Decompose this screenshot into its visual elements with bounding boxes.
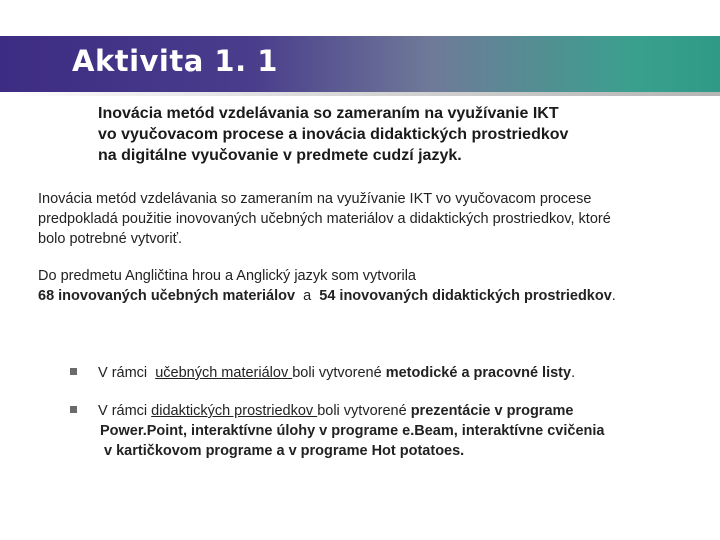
paragraph-line: predpokladá použitie inovovaných učebných materiálov a didaktických prostriedkov, ktoré (38, 211, 611, 227)
summary-counts-line (38, 286, 708, 306)
bullet-prefix: V rámci (98, 403, 152, 419)
bullet-bold: prezentácie v programe (410, 403, 574, 419)
summary-paragraph (38, 266, 708, 306)
summary-line: Do predmetu Angličtina hrou a Anglický jazyk som vytvorila (38, 268, 416, 284)
slide-title: Aktivita 1. 1 (72, 44, 278, 78)
bullet-square-icon (70, 368, 77, 375)
bullet-line (70, 363, 690, 383)
underlined-term: didaktických prostriedkov (151, 403, 318, 419)
bullet-line (70, 401, 690, 421)
underlined-term: učebných materiálov (155, 365, 293, 381)
bullet-middle: boli vytvorené (292, 365, 386, 381)
bullet-item-materials (70, 363, 690, 383)
subtitle-line: na digitálne vyučovanie v predmete cudzí jazyk. (98, 147, 462, 164)
bullet-end: . (571, 365, 576, 381)
bullet-continuation: v kartičkovom programe a v programe Hot potatoes. (100, 443, 465, 459)
bullet-continuation: Power.Point, interaktívne úlohy v programe e.Beam, interaktívne cvičenia (100, 423, 605, 439)
title-bar (0, 36, 720, 92)
intro-paragraph (38, 189, 698, 249)
slide-subtitle (98, 103, 698, 166)
connector-text: a (295, 288, 320, 304)
subtitle-line: Inovácia metód vzdelávania so zameraním na využívanie IKT (98, 105, 559, 122)
tools-count: 54 inovovaných didaktických prostriedkov (319, 288, 612, 304)
subtitle-line: vo vyučovacom procese a inovácia didaktických prostriedkov (98, 126, 569, 143)
sentence-end: . (611, 288, 616, 304)
paragraph-line: Inovácia metód vzdelávania so zameraním na využívanie IKT vo vyučovacom procese (38, 191, 592, 207)
bullet-square-icon (70, 406, 77, 413)
bullet-middle: boli vytvorené (317, 403, 411, 419)
bullet-bold: metodické a pracovné listy (385, 365, 572, 381)
materials-count: 68 inovovaných učebných materiálov (38, 288, 296, 304)
paragraph-line: bolo potrebné vytvoriť. (38, 231, 183, 247)
bullet-item-tools (70, 401, 690, 461)
bullet-prefix: V rámci (98, 365, 156, 381)
